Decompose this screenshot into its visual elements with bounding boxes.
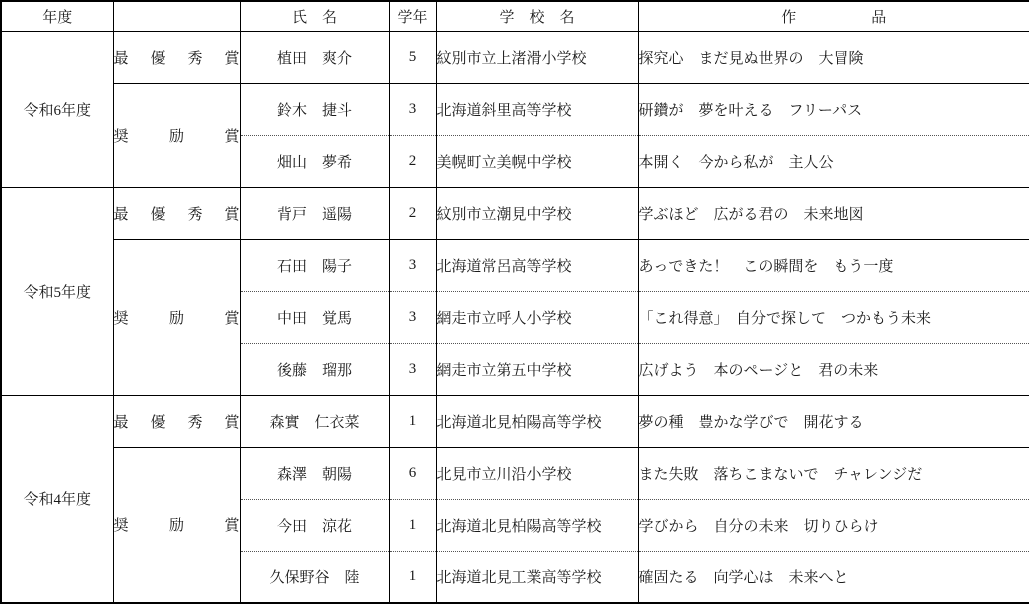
table-row xyxy=(1,239,1029,291)
header-name: 氏 名 xyxy=(240,1,389,31)
year-cell-r4: 令和4年度 xyxy=(1,395,113,603)
school-cell: 紋別市立潮見中学校 xyxy=(436,187,638,239)
school-cell: 美幌町立美幌中学校 xyxy=(436,135,638,187)
grade-cell: 1 xyxy=(389,395,436,447)
name-cell: 中田 覚馬 xyxy=(240,291,389,343)
name-cell: 後藤 瑠那 xyxy=(240,343,389,395)
grade-cell: 1 xyxy=(389,551,436,603)
school-cell: 網走市立呼人小学校 xyxy=(436,291,638,343)
work-cell: 夢の種 豊かな学びで 開花する xyxy=(638,395,1029,447)
school-cell: 網走市立第五中学校 xyxy=(436,343,638,395)
award-cell-r5-top: 最優秀賞 xyxy=(113,187,240,239)
work-cell: 確固たる 向学心は 未来へと xyxy=(638,551,1029,603)
award-cell-r5-encourage: 奨励賞 xyxy=(113,239,240,395)
school-cell: 北海道常呂高等学校 xyxy=(436,239,638,291)
school-cell: 北見市立川沿小学校 xyxy=(436,447,638,499)
table-row xyxy=(1,31,1029,83)
grade-cell: 3 xyxy=(389,343,436,395)
grade-cell: 2 xyxy=(389,135,436,187)
school-cell: 北海道北見柏陽高等学校 xyxy=(436,395,638,447)
school-cell: 北海道北見工業高等学校 xyxy=(436,551,638,603)
work-cell: 「これ得意」 自分で探して つかもう未来 xyxy=(638,291,1029,343)
table-row xyxy=(1,447,1029,499)
header-row xyxy=(1,1,1029,31)
grade-cell: 1 xyxy=(389,499,436,551)
award-cell-r4-top: 最優秀賞 xyxy=(113,395,240,447)
school-cell: 紋別市立上渚滑小学校 xyxy=(436,31,638,83)
work-cell: また失敗 落ちこまないで チャレンジだ xyxy=(638,447,1029,499)
name-cell: 森實 仁衣菜 xyxy=(240,395,389,447)
header-grade: 学年 xyxy=(389,1,436,31)
grade-cell: 3 xyxy=(389,291,436,343)
name-cell: 今田 涼花 xyxy=(240,499,389,551)
name-cell: 植田 爽介 xyxy=(240,31,389,83)
header-award xyxy=(113,1,240,31)
school-cell: 北海道北見柏陽高等学校 xyxy=(436,499,638,551)
award-cell-r4-encourage: 奨励賞 xyxy=(113,447,240,603)
table-row xyxy=(1,395,1029,447)
name-cell: 畑山 夢希 xyxy=(240,135,389,187)
name-cell: 森澤 朝陽 xyxy=(240,447,389,499)
grade-cell: 3 xyxy=(389,83,436,135)
work-cell: 本開く 今から私が 主人公 xyxy=(638,135,1029,187)
grade-cell: 6 xyxy=(389,447,436,499)
work-cell: 学ぶほど 広がる君の 未来地図 xyxy=(638,187,1029,239)
header-year: 年度 xyxy=(1,1,113,31)
table-row xyxy=(1,83,1029,135)
grade-cell: 3 xyxy=(389,239,436,291)
school-cell: 北海道斜里高等学校 xyxy=(436,83,638,135)
year-cell-r5: 令和5年度 xyxy=(1,187,113,395)
name-cell: 石田 陽子 xyxy=(240,239,389,291)
grade-cell: 2 xyxy=(389,187,436,239)
header-work: 作 品 xyxy=(638,1,1029,31)
table-row xyxy=(1,187,1029,239)
name-cell: 鈴木 捷斗 xyxy=(240,83,389,135)
work-cell: 広げよう 本のページと 君の未来 xyxy=(638,343,1029,395)
name-cell: 久保野谷 陸 xyxy=(240,551,389,603)
work-cell: あっできた！ この瞬間を もう一度 xyxy=(638,239,1029,291)
header-school: 学 校 名 xyxy=(436,1,638,31)
grade-cell: 5 xyxy=(389,31,436,83)
work-cell: 学びから 自分の未来 切りひらけ xyxy=(638,499,1029,551)
work-cell: 研鑽が 夢を叶える フリーパス xyxy=(638,83,1029,135)
name-cell: 背戸 遥陽 xyxy=(240,187,389,239)
year-cell-r6: 令和6年度 xyxy=(1,31,113,187)
award-cell-r6-encourage: 奨励賞 xyxy=(113,83,240,187)
award-cell-r6-top: 最優秀賞 xyxy=(113,31,240,83)
work-cell: 探究心 まだ見ぬ世界の 大冒険 xyxy=(638,31,1029,83)
